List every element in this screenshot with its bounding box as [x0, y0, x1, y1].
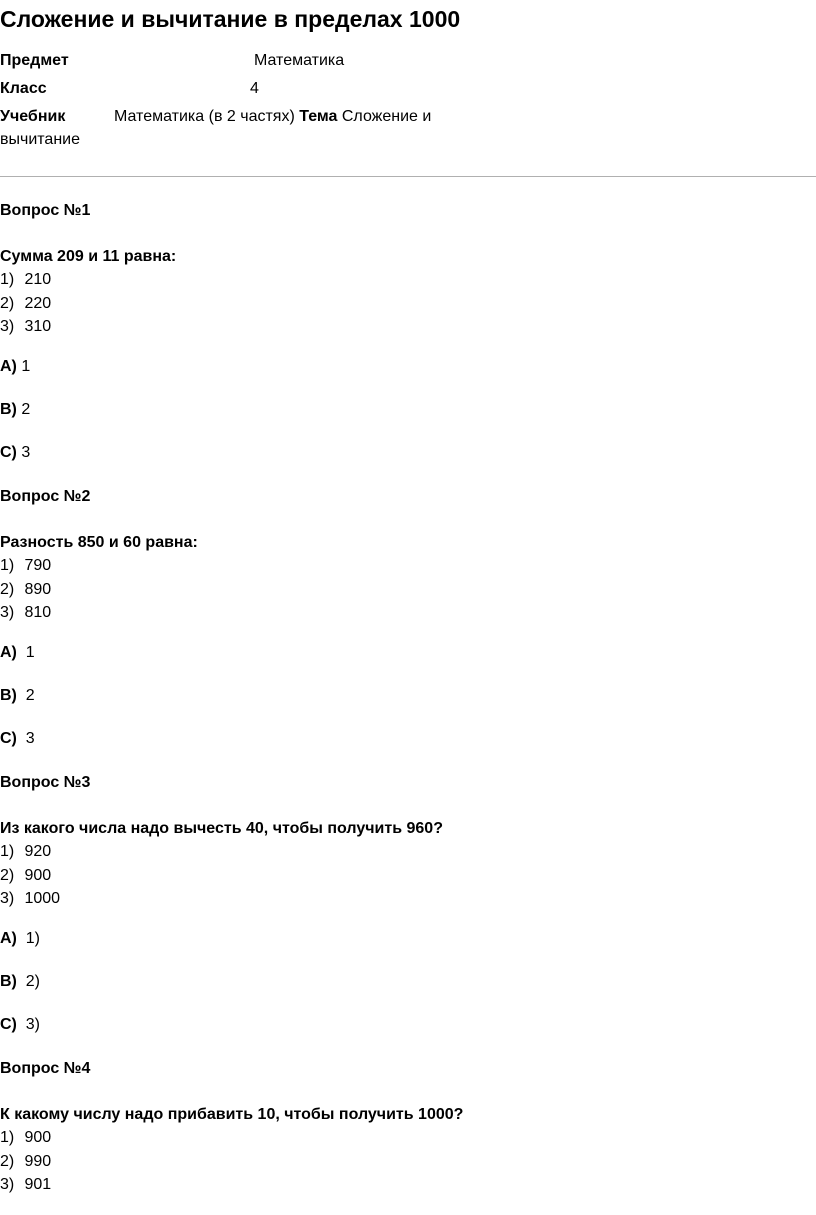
textbook-value: Математика (в 2 частях)	[114, 108, 295, 125]
answer-letter: A)	[0, 358, 17, 375]
answer-letter: A)	[0, 644, 17, 661]
option-item	[0, 840, 816, 864]
option-value: 920	[24, 843, 52, 860]
answer-choice-a[interactable]	[0, 642, 35, 664]
option-number: 1)	[0, 843, 15, 860]
option-number: 3)	[0, 604, 15, 621]
answer-letter: A)	[0, 930, 17, 947]
option-number: 2)	[0, 866, 15, 884]
page-title: Сложение и вычитание в пределах 1000	[0, 6, 461, 32]
answer-choice-b[interactable]	[0, 685, 35, 707]
option-list	[0, 1126, 816, 1197]
answer-choice-c[interactable]	[0, 728, 35, 750]
answer-value: 2	[21, 401, 31, 418]
answer-choice-c[interactable]	[0, 442, 30, 464]
option-item	[0, 554, 816, 578]
option-value: 220	[24, 294, 52, 312]
question-text: Сумма 209 и 11 равна:	[0, 248, 177, 265]
option-value: 900	[24, 1129, 52, 1146]
option-item	[0, 887, 816, 911]
question-3	[0, 772, 816, 911]
answer-letter: C)	[0, 730, 17, 747]
topic-label: Тема	[299, 108, 338, 125]
option-list	[0, 554, 816, 625]
question-heading: Вопрос №1	[0, 202, 91, 219]
option-number: 1)	[0, 1129, 15, 1146]
question-heading: Вопрос №3	[0, 774, 91, 791]
answer-letter: B)	[0, 687, 17, 704]
answer-value: 2	[25, 687, 35, 704]
option-item	[0, 1173, 816, 1197]
topic-value-line2: вычитание	[0, 131, 80, 148]
option-value: 210	[24, 271, 52, 288]
answer-letter: B)	[0, 973, 17, 990]
subject-value: Математика	[254, 52, 345, 69]
question-text: К какому числу надо прибавить 10, чтобы получить 1000?	[0, 1106, 464, 1123]
option-number: 2)	[0, 1152, 15, 1170]
option-item	[0, 315, 816, 339]
answer-choice-b[interactable]	[0, 971, 40, 993]
answer-letter: C)	[0, 1016, 17, 1033]
question-1	[0, 200, 816, 339]
option-value: 890	[24, 580, 52, 598]
option-number: 1)	[0, 557, 15, 574]
option-value: 790	[24, 557, 52, 574]
answer-letter: C)	[0, 444, 17, 461]
option-value: 310	[24, 318, 52, 335]
header-divider	[0, 176, 816, 177]
answer-choice-c[interactable]	[0, 1014, 40, 1036]
option-number: 2)	[0, 580, 15, 598]
option-item	[0, 864, 816, 888]
textbook-topic-line	[114, 106, 431, 128]
option-item	[0, 578, 816, 602]
answer-value: 3	[25, 730, 35, 747]
question-heading: Вопрос №4	[0, 1060, 91, 1077]
answer-value: 3	[21, 444, 31, 461]
topic-value-line1: Сложение и	[341, 108, 432, 125]
option-item	[0, 601, 816, 625]
answer-value: 2)	[25, 973, 41, 990]
question-2	[0, 486, 816, 625]
answer-choice-a[interactable]	[0, 356, 30, 378]
option-item	[0, 1150, 816, 1174]
meta-topic-continuation	[0, 129, 80, 151]
question-text: Из какого числа надо вычесть 40, чтобы получить 960?	[0, 820, 443, 837]
answer-choice-b[interactable]	[0, 399, 30, 421]
meta-grade-row	[0, 78, 259, 100]
subject-label: Предмет	[0, 52, 69, 69]
option-number: 3)	[0, 890, 15, 907]
question-text: Разность 850 и 60 равна:	[0, 534, 198, 551]
option-item	[0, 268, 816, 292]
answer-choice-a[interactable]	[0, 928, 40, 950]
option-item	[0, 1126, 816, 1150]
option-list	[0, 840, 816, 911]
option-number: 3)	[0, 318, 15, 335]
option-value: 1000	[24, 890, 61, 907]
question-4	[0, 1058, 816, 1197]
option-value: 900	[24, 866, 52, 884]
answer-value: 3)	[25, 1016, 41, 1033]
grade-label: Класс	[0, 80, 47, 97]
option-number: 2)	[0, 294, 15, 312]
question-heading: Вопрос №2	[0, 488, 91, 505]
option-value: 990	[24, 1152, 52, 1170]
textbook-label: Учебник	[0, 108, 66, 125]
option-list	[0, 268, 816, 339]
option-value: 810	[24, 604, 52, 621]
answer-value: 1	[21, 358, 31, 375]
option-number: 3)	[0, 1176, 15, 1193]
answer-value: 1	[25, 644, 35, 661]
answer-letter: B)	[0, 401, 17, 418]
answer-value: 1)	[25, 930, 41, 947]
grade-value: 4	[250, 80, 259, 97]
option-item	[0, 292, 816, 316]
option-number: 1)	[0, 271, 15, 288]
meta-subject-row	[0, 50, 345, 72]
option-value: 901	[24, 1176, 52, 1193]
meta-textbook-row	[0, 106, 816, 128]
